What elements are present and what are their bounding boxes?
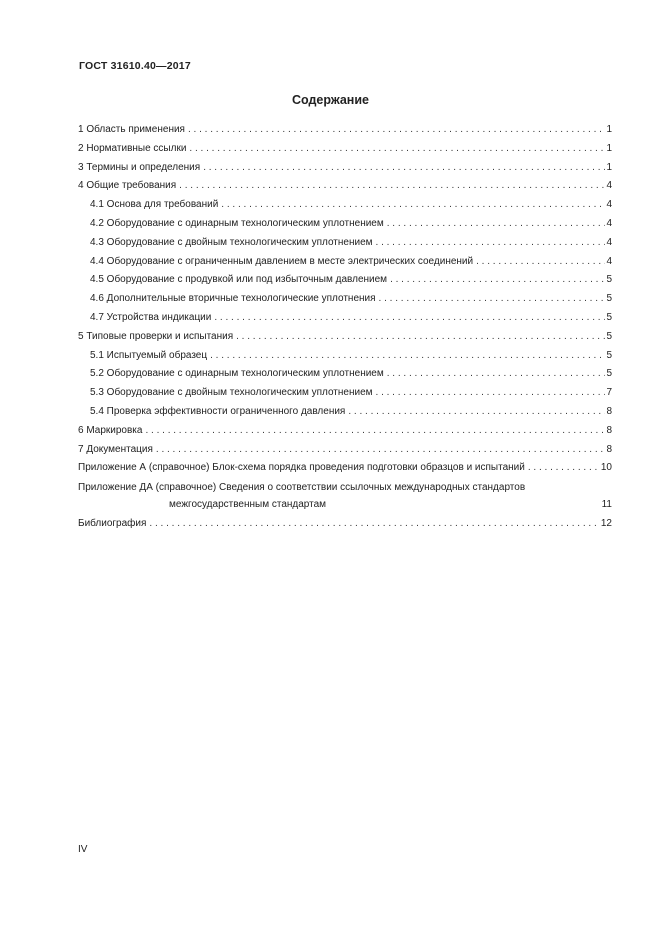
toc-entry-page: 5 — [606, 349, 612, 361]
leader-dots — [221, 199, 605, 210]
document-code: ГОСТ 31610.40—2017 — [79, 60, 191, 72]
toc-entry-page: 5 — [606, 274, 612, 286]
toc-entry[interactable] — [78, 124, 612, 143]
leader-dots — [528, 462, 600, 473]
leader-dots — [348, 406, 605, 417]
toc-entry-label: 4.4 Оборудование с ограниченным давлением в месте электрических соединений — [90, 255, 474, 267]
toc-entry-page: 4 — [606, 180, 612, 192]
toc-entry-label: 5.4 Проверка эффективности ограниченного давления — [90, 405, 346, 417]
toc-entry-label: 6 Маркировка — [78, 424, 143, 436]
leader-dots — [379, 293, 606, 304]
toc-entry-label: 5.2 Оборудование с одинарным технологическим уплотнением — [90, 368, 384, 380]
toc-entry-bibliography[interactable] — [78, 518, 612, 537]
toc-entry-page: 8 — [606, 405, 612, 417]
toc-subentry[interactable] — [78, 274, 612, 293]
toc-entry-page: 5 — [606, 368, 612, 380]
toc-entry-page: 8 — [606, 424, 612, 436]
toc-entry[interactable] — [78, 425, 612, 444]
toc-entry-label: 4.6 Дополнительные вторичные технологические уплотнения — [90, 293, 376, 305]
leader-dots — [188, 124, 605, 135]
toc-entry-label: 4 Общие требования — [78, 180, 177, 192]
toc-title: Содержание — [291, 93, 369, 107]
toc-entry-page: 1 — [606, 124, 612, 135]
leader-dots — [214, 312, 605, 323]
toc-entry-page: 11 — [601, 499, 612, 511]
toc-entry-label-line1: Приложение ДА (справочное) Сведения о соответствии ссылочных международных стандартов — [78, 482, 526, 494]
toc-subentry[interactable] — [78, 256, 612, 275]
toc-entry-page: 1 — [606, 161, 612, 173]
toc-entry-label: 7 Документация — [78, 443, 153, 455]
leader-dots — [189, 143, 605, 154]
toc-entry[interactable] — [78, 331, 612, 350]
leader-dots — [376, 237, 606, 248]
toc-entry-label: 3 Термины и определения — [78, 161, 201, 173]
leader-dots — [145, 425, 605, 436]
toc-subentry[interactable] — [78, 387, 612, 406]
toc-entry-page: 12 — [600, 517, 612, 529]
toc-subentry[interactable] — [78, 293, 612, 312]
toc-entry-label: 4.3 Оборудование с двойным технологическим уплотнением — [90, 236, 373, 248]
toc-entry-label: Приложение А (справочное) Блок-схема порядка проведения подготовки образцов и испытаний — [78, 462, 525, 474]
toc-entry-appendix-da[interactable] — [78, 482, 612, 518]
toc-subentry[interactable] — [78, 237, 612, 256]
leader-dots — [376, 387, 606, 398]
toc-subentry[interactable] — [78, 312, 612, 331]
toc-entry-label: 5.1 Испытуемый образец — [90, 349, 208, 361]
toc-entry[interactable] — [78, 143, 612, 162]
toc-entry-page: 4 — [606, 199, 612, 211]
toc-entry-page: 5 — [606, 330, 612, 342]
toc-entry-page: 4 — [606, 255, 612, 267]
toc-entry-page: 5 — [606, 311, 612, 323]
toc-entry-label: 4.7 Устройства индикации — [90, 311, 212, 323]
toc-entry-page: 1 — [606, 142, 612, 154]
toc-entry-page: 7 — [606, 387, 612, 399]
toc-entry-label: 5.3 Оборудование с двойным технологическим уплотнением — [90, 387, 373, 399]
toc-entry[interactable] — [78, 180, 612, 199]
toc-subentry[interactable] — [78, 199, 612, 218]
toc-entry-label: 4.5 Оборудование с продувкой или под избыточным давлением — [90, 274, 388, 286]
toc-entry-page: 10 — [600, 462, 612, 474]
toc-subentry[interactable] — [78, 406, 612, 425]
leader-dots — [179, 180, 605, 191]
leader-dots — [236, 331, 605, 342]
toc-subentry[interactable] — [78, 218, 612, 237]
leader-dots — [390, 274, 605, 285]
page-number: IV — [78, 844, 88, 855]
toc-subentry[interactable] — [78, 350, 612, 369]
table-of-contents — [78, 124, 612, 537]
toc-entry-label: 5 Типовые проверки и испытания — [78, 330, 234, 342]
toc-entry-page: 8 — [606, 443, 612, 455]
toc-subentry[interactable] — [78, 368, 612, 387]
leader-dots — [387, 218, 606, 229]
toc-entry-label: 1 Область применения — [78, 124, 185, 135]
leader-dots — [210, 350, 605, 361]
leader-dots — [476, 256, 605, 267]
toc-entry[interactable] — [78, 444, 612, 463]
toc-entry-label: Библиография — [78, 517, 147, 529]
toc-entry-label: 4.1 Основа для требований — [90, 199, 219, 211]
toc-entry-page: 4 — [606, 217, 612, 229]
toc-entry-page: 4 — [606, 236, 612, 248]
toc-entry-appendix-a[interactable] — [78, 462, 612, 481]
toc-entry[interactable] — [78, 162, 612, 181]
toc-entry-label-line2: межгосударственным стандартам — [169, 499, 327, 511]
leader-dots — [387, 368, 606, 379]
toc-entry-label: 4.2 Оборудование с одинарным технологическим уплотнением — [90, 217, 384, 229]
leader-dots — [156, 444, 606, 455]
leader-dots — [149, 518, 599, 529]
toc-entry-label: 2 Нормативные ссылки — [78, 142, 187, 154]
leader-dots — [203, 162, 605, 173]
toc-entry-page: 5 — [606, 293, 612, 305]
